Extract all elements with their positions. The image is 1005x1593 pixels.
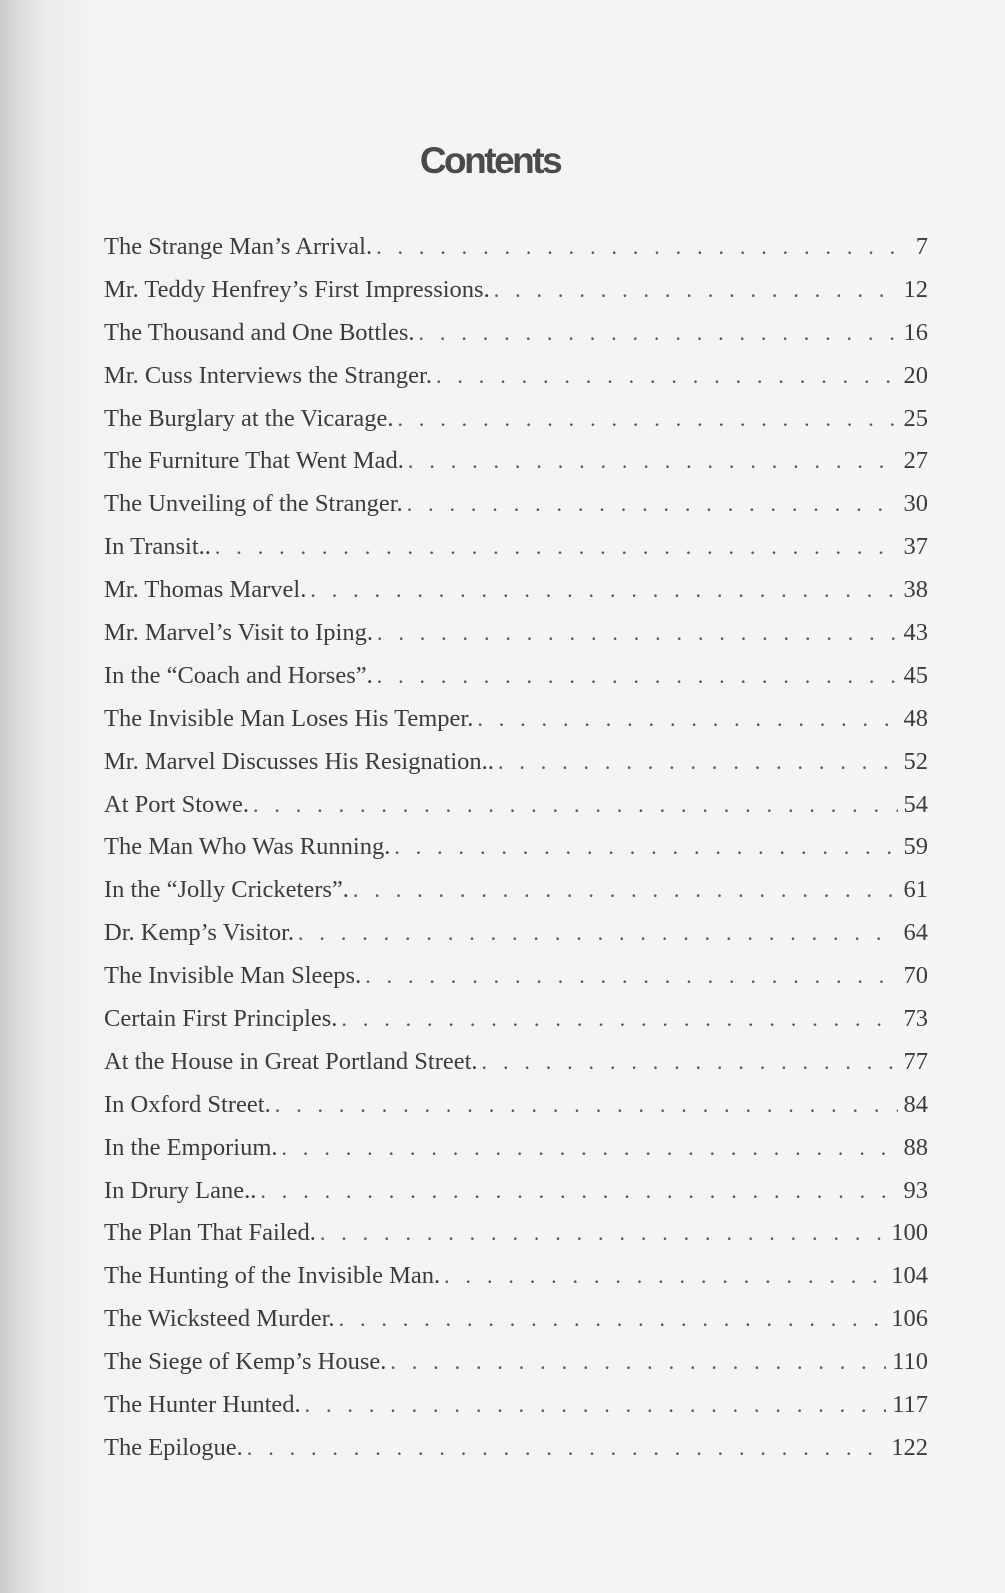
toc-leader-dots — [444, 1255, 885, 1298]
toc-entry-title: At Port Stowe. — [104, 790, 249, 818]
toc-leader-dots — [353, 869, 898, 912]
toc-entry — [104, 526, 928, 569]
toc-entry-page: 88 — [903, 1133, 928, 1161]
toc-leader-dots — [407, 483, 898, 526]
toc-leader-dots — [305, 1384, 887, 1427]
toc-entry-page: 77 — [903, 1047, 928, 1075]
toc-leader-dots — [298, 912, 897, 955]
toc-entry-page: 59 — [903, 833, 928, 861]
toc-entry-title: Mr. Cuss Interviews the Stranger. — [104, 361, 432, 389]
toc-entry — [104, 998, 928, 1041]
toc-entry — [104, 1427, 928, 1470]
toc-entry-title: In Oxford Street. — [104, 1090, 271, 1118]
toc-entry-page: 106 — [891, 1305, 928, 1333]
toc-entry-page: 54 — [903, 790, 928, 818]
toc-entry-page: 30 — [903, 490, 928, 518]
toc-entry — [104, 784, 928, 827]
toc-entry-title: The Hunting of the Invisible Man. — [104, 1262, 441, 1290]
toc-entry-title: The Epilogue. — [104, 1433, 243, 1461]
toc-entry-page: 73 — [903, 1005, 928, 1033]
toc-entry-title: Mr. Marvel Discusses His Resignation.. — [104, 747, 494, 775]
toc-entry-page: 64 — [903, 919, 928, 947]
table-of-contents — [104, 226, 928, 1470]
toc-entry-title: The Wicksteed Murder. — [104, 1305, 335, 1333]
toc-entry — [104, 483, 928, 526]
toc-leader-dots — [365, 955, 897, 998]
toc-entry — [104, 269, 928, 312]
toc-leader-dots — [215, 526, 898, 569]
toc-leader-dots — [253, 784, 898, 827]
toc-entry — [104, 869, 928, 912]
toc-entry — [104, 569, 928, 612]
toc-entry-page: 61 — [903, 876, 928, 904]
toc-entry-page: 7 — [915, 233, 928, 260]
page-title: Contents — [419, 140, 561, 181]
toc-entry — [104, 398, 928, 441]
toc-leader-dots — [477, 698, 897, 741]
toc-entry-page: 84 — [903, 1090, 928, 1118]
toc-entry-title: At the House in Great Portland Street. — [104, 1047, 478, 1075]
toc-entry-title: In Transit.. — [104, 533, 211, 561]
toc-entry — [104, 912, 928, 955]
toc-entry-page: 104 — [891, 1262, 928, 1290]
toc-entry-page: 37 — [903, 533, 928, 561]
toc-entry-page: 52 — [903, 747, 928, 775]
toc-leader-dots — [377, 612, 898, 655]
toc-entry-page: 16 — [903, 318, 928, 346]
toc-entry — [104, 226, 928, 269]
toc-entry-page: 27 — [903, 447, 928, 475]
toc-entry-title: The Furniture That Went Mad. — [104, 447, 404, 475]
toc-entry — [104, 1084, 928, 1127]
toc-entry — [104, 1127, 928, 1170]
toc-entry — [104, 312, 928, 355]
toc-entry — [104, 440, 928, 483]
toc-entry-title: Certain First Principles. — [104, 1005, 338, 1033]
toc-leader-dots — [275, 1084, 898, 1127]
toc-leader-dots — [397, 398, 897, 441]
toc-entry-page: 25 — [903, 404, 928, 432]
toc-leader-dots — [436, 355, 898, 398]
toc-entry-page: 117 — [892, 1391, 928, 1419]
toc-entry-page: 122 — [891, 1433, 928, 1461]
toc-leader-dots — [408, 440, 898, 483]
toc-entry — [104, 612, 928, 655]
toc-entry — [104, 1255, 928, 1298]
toc-entry-page: 110 — [892, 1348, 928, 1376]
toc-entry — [104, 955, 928, 998]
toc-entry — [104, 826, 928, 869]
toc-leader-dots — [419, 312, 898, 355]
toc-leader-dots — [498, 741, 898, 784]
toc-leader-dots — [482, 1041, 898, 1084]
toc-entry-title: In the Emporium. — [104, 1133, 278, 1161]
toc-entry-title: The Burglary at the Vicarage. — [104, 404, 394, 432]
toc-leader-dots — [390, 1341, 886, 1384]
toc-entry — [104, 655, 928, 698]
toc-entry-title: The Unveiling of the Stranger. — [104, 490, 403, 518]
toc-entry-title: The Plan That Failed. — [104, 1219, 316, 1247]
toc-entry-title: The Strange Man’s Arrival. — [104, 233, 373, 260]
toc-leader-dots — [377, 655, 898, 698]
toc-entry — [104, 1170, 928, 1213]
toc-entry — [104, 741, 928, 784]
toc-entry-title: The Siege of Kemp’s House. — [104, 1348, 387, 1376]
toc-entry-title: Mr. Teddy Henfrey’s First Impressions. — [104, 275, 490, 303]
toc-entry-title: In Drury Lane.. — [104, 1176, 257, 1204]
toc-entry-title: Mr. Marvel’s Visit to Iping. — [104, 619, 373, 647]
toc-entry-title: In the “Jolly Cricketers”. — [104, 876, 349, 904]
toc-leader-dots — [341, 998, 897, 1041]
toc-entry-title: The Invisible Man Loses His Temper. — [104, 704, 474, 732]
toc-entry-title: Mr. Thomas Marvel. — [104, 576, 307, 604]
toc-leader-dots — [247, 1427, 885, 1470]
toc-entry-title: The Thousand and One Bottles. — [104, 318, 415, 346]
toc-entry — [104, 1341, 928, 1384]
toc-entry — [104, 1212, 928, 1255]
toc-entry-title: The Man Who Was Running. — [104, 833, 391, 861]
toc-entry-title: The Hunter Hunted. — [104, 1391, 301, 1419]
toc-entry — [104, 698, 928, 741]
toc-entry-page: 38 — [903, 576, 928, 604]
toc-leader-dots — [394, 826, 897, 869]
toc-entry-title: In the “Coach and Horses”. — [104, 661, 373, 689]
toc-entry-page: 20 — [903, 361, 928, 389]
toc-entry-page: 45 — [903, 661, 928, 689]
toc-leader-dots — [339, 1298, 886, 1341]
toc-entry-page: 100 — [891, 1219, 928, 1247]
toc-leader-dots — [494, 269, 898, 312]
toc-entry-page: 48 — [903, 704, 928, 732]
toc-entry — [104, 1041, 928, 1084]
toc-leader-dots — [282, 1127, 898, 1170]
toc-entry — [104, 1298, 928, 1341]
toc-entry-title: The Invisible Man Sleeps. — [104, 962, 362, 990]
toc-entry — [104, 355, 928, 398]
toc-entry — [104, 1384, 928, 1427]
toc-entry-page: 12 — [903, 275, 928, 303]
toc-leader-dots — [310, 569, 897, 612]
toc-leader-dots — [376, 226, 910, 269]
toc-entry-page: 43 — [903, 619, 928, 647]
toc-leader-dots — [320, 1212, 885, 1255]
toc-entry-page: 93 — [903, 1176, 928, 1204]
toc-entry-title: Dr. Kemp’s Visitor. — [104, 919, 295, 947]
toc-leader-dots — [260, 1170, 897, 1213]
toc-entry-page: 70 — [903, 962, 928, 990]
